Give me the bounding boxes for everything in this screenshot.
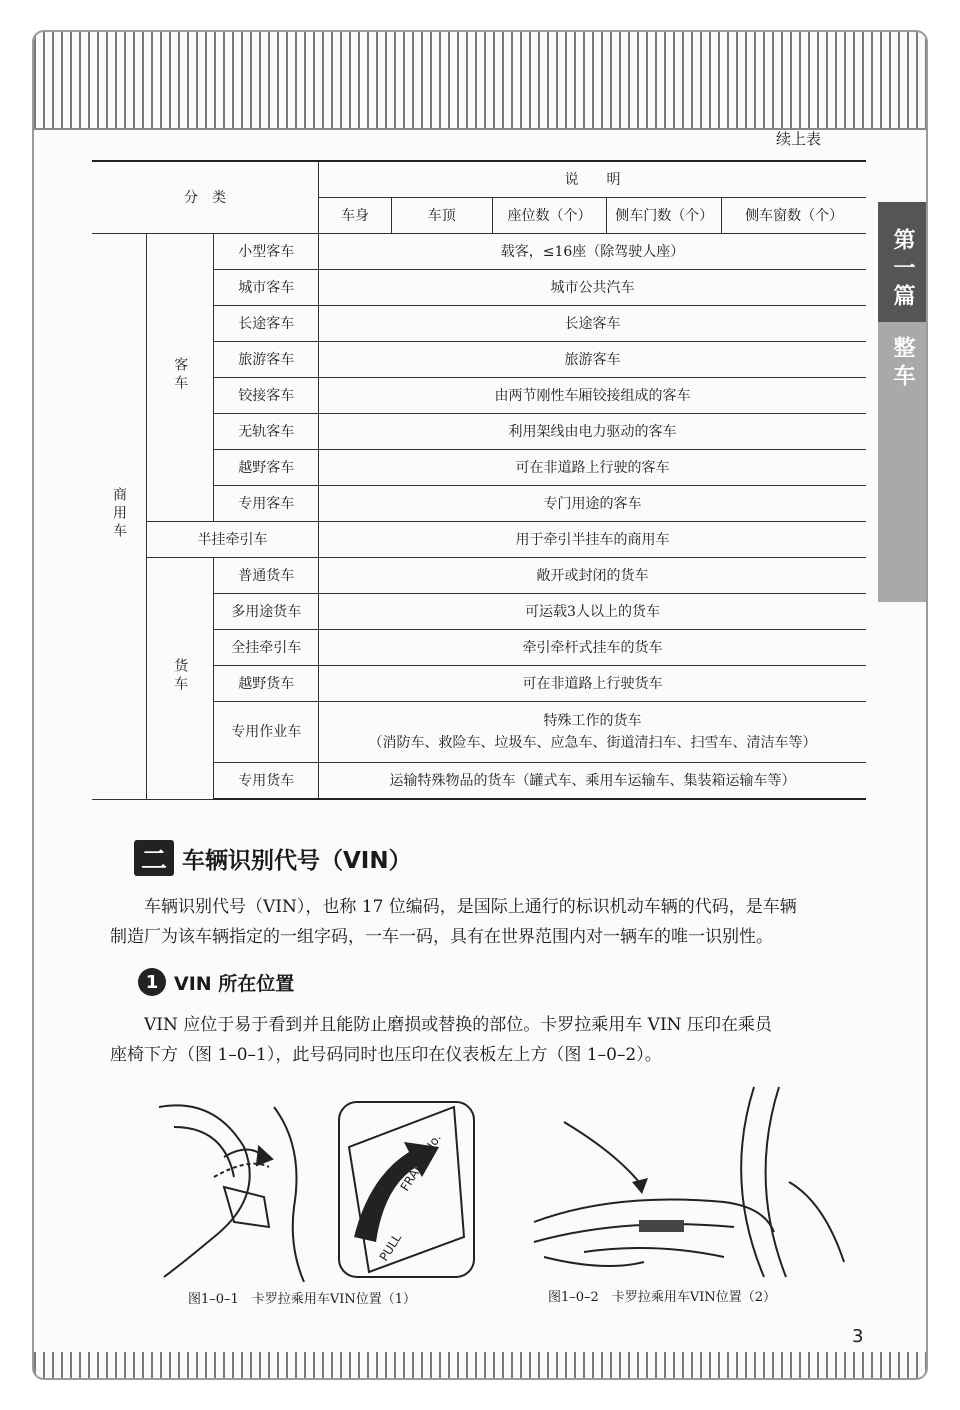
header-col-windows: 侧车窗数（个） xyxy=(722,198,866,234)
table-header-row xyxy=(92,161,866,198)
row-name: 专用货车 xyxy=(214,763,319,800)
header-classification: 分 类 xyxy=(92,161,318,234)
group-bus: 客车 xyxy=(147,234,214,522)
row-name: 全挂牵引车 xyxy=(214,630,319,666)
row-desc: 可运载3人以上的货车 xyxy=(318,594,866,630)
side-tab-topic-label: 整车 xyxy=(890,336,915,392)
row-name: 城市客车 xyxy=(214,270,319,306)
row-desc: 牵引牵杆式挂车的货车 xyxy=(318,630,866,666)
paragraph-location-line1: VIN 应位于易于看到并且能防止磨损或替换的部位。卡罗拉乘用车 VIN 压印在乘员 xyxy=(144,1015,772,1035)
row-desc: 城市公共汽车 xyxy=(318,270,866,306)
section-title: 车辆识别代号（VIN） xyxy=(182,847,412,874)
top-ruler-decoration xyxy=(34,32,926,130)
row-desc: 载客，≤16座（除驾驶人座） xyxy=(318,234,866,270)
side-tab-topic xyxy=(878,322,926,602)
header-col-seats: 座位数（个） xyxy=(492,198,607,234)
row-name: 多用途货车 xyxy=(214,594,319,630)
table-row xyxy=(92,234,866,270)
row-desc xyxy=(318,702,866,763)
row-name: 专用作业车 xyxy=(214,702,319,763)
header-col-roof: 车顶 xyxy=(392,198,493,234)
row-desc-line1: 特殊工作的货车 xyxy=(543,713,642,729)
row-desc: 由两节刚性车厢铰接组成的客车 xyxy=(318,378,866,414)
side-tab-part-label: 第一篇 xyxy=(890,228,915,312)
row-name: 无轨客车 xyxy=(214,414,319,450)
section-number: 二 xyxy=(134,840,174,876)
row-name: 长途客车 xyxy=(214,306,319,342)
book-page xyxy=(32,30,928,1380)
row-desc: 可在非道路上行驶的客车 xyxy=(318,450,866,486)
vehicle-classification-table xyxy=(92,160,866,800)
row-desc: 运输特殊物品的货车（罐式车、乘用车运输车、集装箱运输车等） xyxy=(318,763,866,800)
row-name: 小型客车 xyxy=(214,234,319,270)
header-col-body: 车身 xyxy=(318,198,391,234)
continued-label: 续上表 xyxy=(776,130,822,148)
header-description: 说 明 xyxy=(318,161,866,198)
row-name: 普通货车 xyxy=(214,558,319,594)
row-desc: 旅游客车 xyxy=(318,342,866,378)
row-name: 专用客车 xyxy=(214,486,319,522)
paragraph-location-line2: 座椅下方（图 1–0–1），此号码同时也压印在仪表板左上方（图 1–0–2）。 xyxy=(110,1045,662,1065)
figure-vin-dashboard-illustration xyxy=(524,1082,854,1282)
paragraph-vin-line1: 车辆识别代号（VIN），也称 17 位编码，是国际上通行的标识机动车辆的代码，是车辆 xyxy=(144,897,797,917)
row-name: 越野货车 xyxy=(214,666,319,702)
row-desc: 专门用途的客车 xyxy=(318,486,866,522)
figure2-caption: 图1–0–2 卡罗拉乘用车VIN位置（2） xyxy=(548,1290,776,1305)
group-commercial: 商用车 xyxy=(92,234,147,800)
row-name: 半挂牵引车 xyxy=(147,522,319,558)
frame-number-label: FRAME No. xyxy=(397,1131,444,1194)
side-tab-part xyxy=(878,202,926,322)
subsection-heading xyxy=(138,968,294,996)
row-name: 越野客车 xyxy=(214,450,319,486)
group-truck: 货车 xyxy=(147,558,214,800)
section-heading xyxy=(134,840,412,876)
row-desc: 利用架线由电力驱动的客车 xyxy=(318,414,866,450)
subsection-title: VIN 所在位置 xyxy=(174,972,295,995)
header-col-doors: 侧车门数（个） xyxy=(607,198,722,234)
row-desc: 可在非道路上行驶货车 xyxy=(318,666,866,702)
table-row xyxy=(92,558,866,594)
row-desc: 用于牵引半挂车的商用车 xyxy=(318,522,866,558)
figure-vin-seat-illustration xyxy=(154,1087,484,1282)
figure1-caption: 图1–0–1 卡罗拉乘用车VIN位置（1） xyxy=(188,1292,416,1307)
subsection-number: 1 xyxy=(138,968,166,996)
row-name: 铰接客车 xyxy=(214,378,319,414)
row-desc: 长途客车 xyxy=(318,306,866,342)
pull-label: PULL xyxy=(376,1231,405,1264)
row-name: 旅游客车 xyxy=(214,342,319,378)
paragraph-vin-line2: 制造厂为该车辆指定的一组字码，一车一码，具有在世界范围内对一辆车的唯一识别性。 xyxy=(110,927,773,947)
bottom-ruler-decoration xyxy=(34,1352,926,1378)
row-desc-line2: （消防车、救险车、垃圾车、应急车、街道清扫车、扫雪车、清洁车等） xyxy=(368,735,817,751)
table-row xyxy=(92,522,866,558)
page-number: 3 xyxy=(852,1326,864,1347)
row-desc: 敞开或封闭的货车 xyxy=(318,558,866,594)
